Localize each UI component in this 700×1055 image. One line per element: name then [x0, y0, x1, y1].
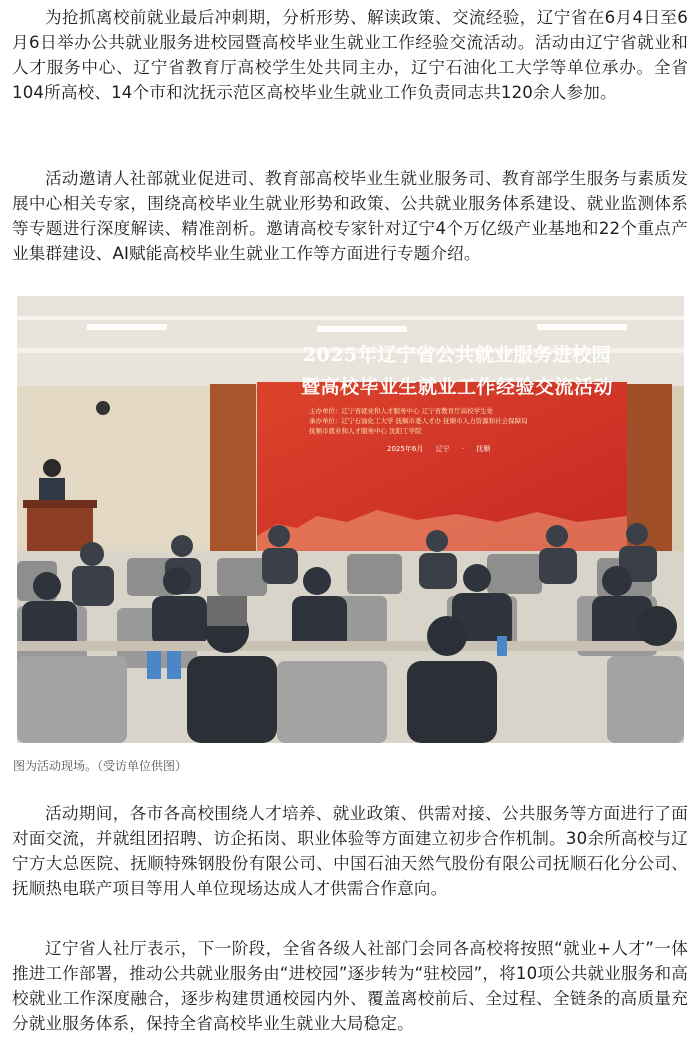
banner-organizers: [309, 406, 629, 436]
banner-title-line-1: 2025年辽宁省公共就业服务进校园: [302, 344, 612, 366]
banner-title: [267, 342, 647, 400]
event-photo: [17, 296, 684, 743]
organizer-line: 抚顺市就业和人才服务中心 沈阳工学院: [309, 427, 422, 435]
photo-caption: 图为活动现场。（受访单位供图）: [13, 759, 188, 773]
organizer-line: 主办单位：辽宁省就业和人才服务中心 辽宁省教育厅高校学生处: [309, 407, 494, 415]
organizer-line: 承办单位：辽宁石油化工大学 抚顺市委人才办 抚顺市人力资源和社会保障局: [309, 417, 528, 425]
banner-date-place: [387, 444, 490, 454]
banner-place: 辽宁 · 抚顺: [435, 445, 491, 453]
paragraph-3: 活动期间，各市各高校围绕人才培养、就业政策、供需对接、公共服务等方面进行了面对面交流，并就组团招聘、访企拓岗、职业体验等方面建立初步合作机制。30余所高校与辽宁方大总医院、抚顺特殊钢股份有限公司、中国石油天然气股份有限公司抚顺石化分公司、抚顺热电联产项目等用人单位现场达成人才供需合作意向。: [12, 804, 688, 898]
paragraph-4: 辽宁省人社厅表示，下一阶段，全省各级人社部门会同各高校将按照“就业+人才”一体推进工作部署，推动公共就业服务由“进校园”逐步转为“驻校园”，将10项公共就业服务和高校就业工作深度融合，逐步构建贯通校园内外、覆盖离校前后、全过程、全链条的高质量充分就业服务体系，保持全省高校毕业生就业大局稳定。: [12, 939, 688, 1033]
banner-date: 2025年6月: [387, 445, 424, 453]
paragraph-1: 为抢抓离校前就业最后冲刺期，分析形势、解读政策、交流经验，辽宁省在6月4日至6月6日举办公共就业服务进校园暨高校毕业生就业工作经验交流活动。活动由辽宁省就业和人才服务中心、辽宁省教育厅高校学生处共同主办，辽宁石油化工大学等单位承办。全省104所高校、14个市和沈抚示范区高校毕业生就业工作负责同志共120余人参加。: [12, 8, 688, 102]
paragraph-2: 活动邀请人社部就业促进司、教育部高校毕业生就业服务司、教育部学生服务与素质发展中心相关专家，围绕高校毕业生就业形势和政策、公共就业服务体系建设、就业监测体系等专题进行深度解读、精准剖析。邀请高校专家针对辽宁4个万亿级产业基地和22个重点产业集群建设、AI赋能高校毕业生就业工作等方面进行专题介绍。: [12, 169, 688, 263]
banner-title-line-2: 暨高校毕业生就业工作经验交流活动: [300, 376, 613, 398]
